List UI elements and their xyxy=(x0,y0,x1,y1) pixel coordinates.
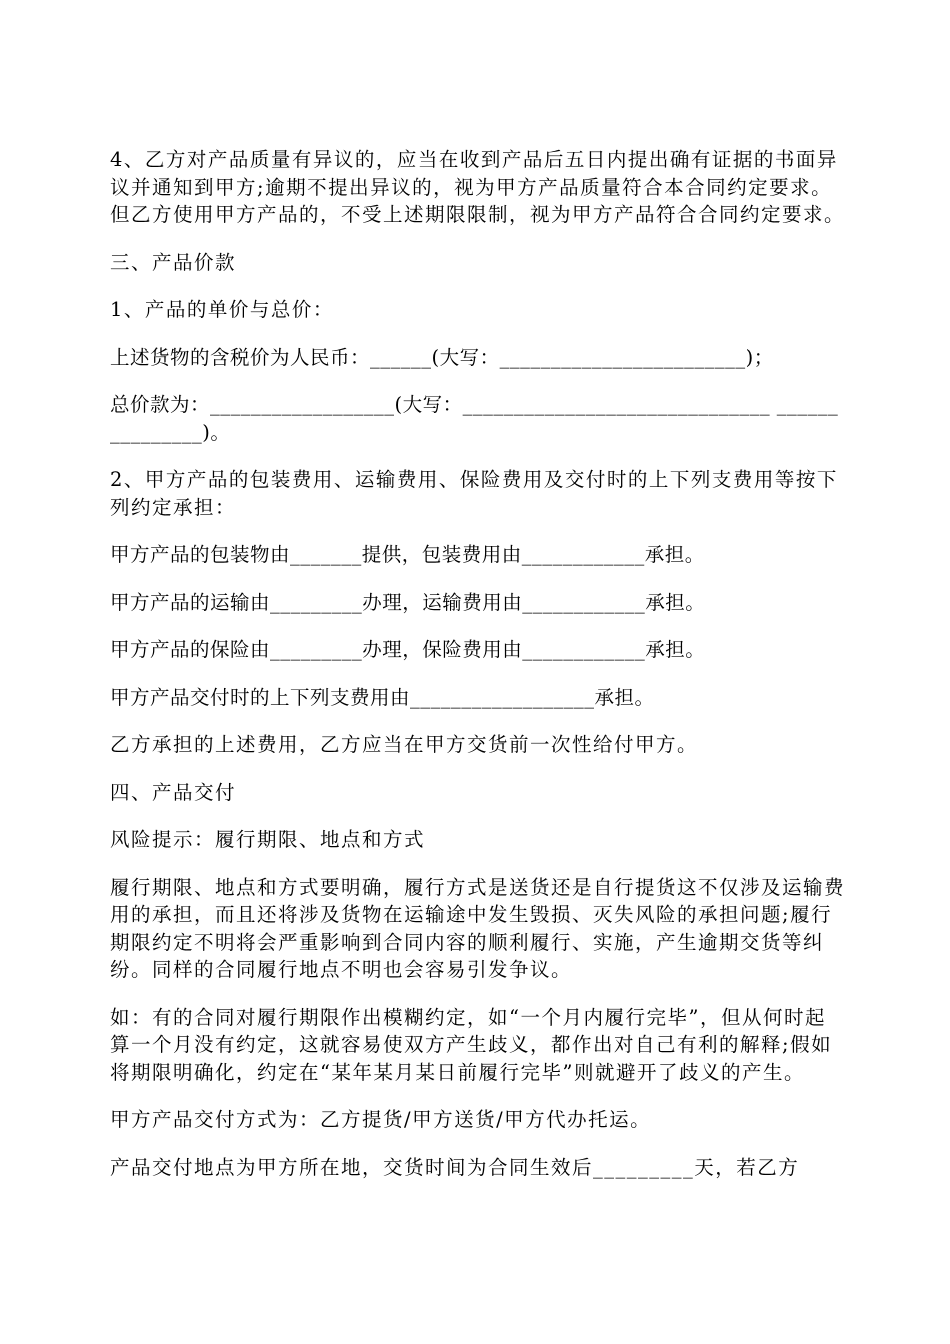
paragraph-insurance: 甲方产品的保险由_________办理，保险费用由____________承担。 xyxy=(110,638,706,661)
paragraph-risk-note: 风险提示：履行期限、地点和方式 xyxy=(110,828,426,851)
paragraph-example: 如：有的合同对履行期限作出模糊约定，如“一个月内履行完毕”，但从何时起算一个月没有约定，这就容易使双方产生歧义，都作出对自己有利的解释;假如将期限明确化，约定在“某年某月某日前履行完毕”则就避开了歧义的产生。 xyxy=(110,1005,833,1084)
paragraph-performance-terms: 履行期限、地点和方式要明确，履行方式是送货还是自行提货这不仅涉及运输费用的承担，而且还将涉及货物在运输途中发生毁损、灭失风险的承担问题;履行期限约定不明将会严重影响到合同内容的顺利履行、实施，产生逾期交货等纠纷。同样的合同履行地点不明也会容易引发争议。 xyxy=(110,875,846,981)
paragraph-delivery-fees: 甲方产品交付时的上下列支费用由__________________承担。 xyxy=(110,685,655,709)
paragraph-unit-total-price: 1、产品的单价与总价： xyxy=(110,298,334,321)
section-heading-price: 三、产品价款 xyxy=(110,250,237,274)
section-heading-delivery: 四、产品交付 xyxy=(110,780,237,804)
paragraph-fee-payment: 乙方承担的上述费用，乙方应当在甲方交货前一次性给付甲方。 xyxy=(110,733,699,756)
paragraph-fees-allocation: 2、甲方产品的包装费用、运输费用、保险费用及交付时的上下列支费用等按下列约定承担： xyxy=(110,468,838,519)
paragraph-quality-objection: 4、乙方对产品质量有异议的，应当在收到产品后五日内提出确有证据的书面异议并通知到甲方;逾期不提出异议的，视为甲方产品质量符合本合同约定要求。但乙方使用甲方产品的，不受上述期限限制，视为甲方产品符合合同约定要求。 xyxy=(110,148,846,226)
document-page xyxy=(110,146,845,1181)
paragraph-packaging: 甲方产品的包装物由_______提供，包装费用由____________承担。 xyxy=(110,543,705,566)
paragraph-total-amount: 总价款为：__________________(大写：______________________________ _______________)。 xyxy=(110,393,839,444)
paragraph-delivery-location: 产品交付地点为甲方所在地，交货时间为合同生效后_________天，若乙方 xyxy=(110,1155,800,1179)
paragraph-transport: 甲方产品的运输由_________办理，运输费用由____________承担。 xyxy=(110,590,706,614)
paragraph-delivery-method: 甲方产品交付方式为：乙方提货/甲方送货/甲方代办托运。 xyxy=(110,1108,652,1131)
paragraph-tax-inclusive-price: 上述货物的含税价为人民币：______(大写：________________________)； xyxy=(110,345,774,369)
